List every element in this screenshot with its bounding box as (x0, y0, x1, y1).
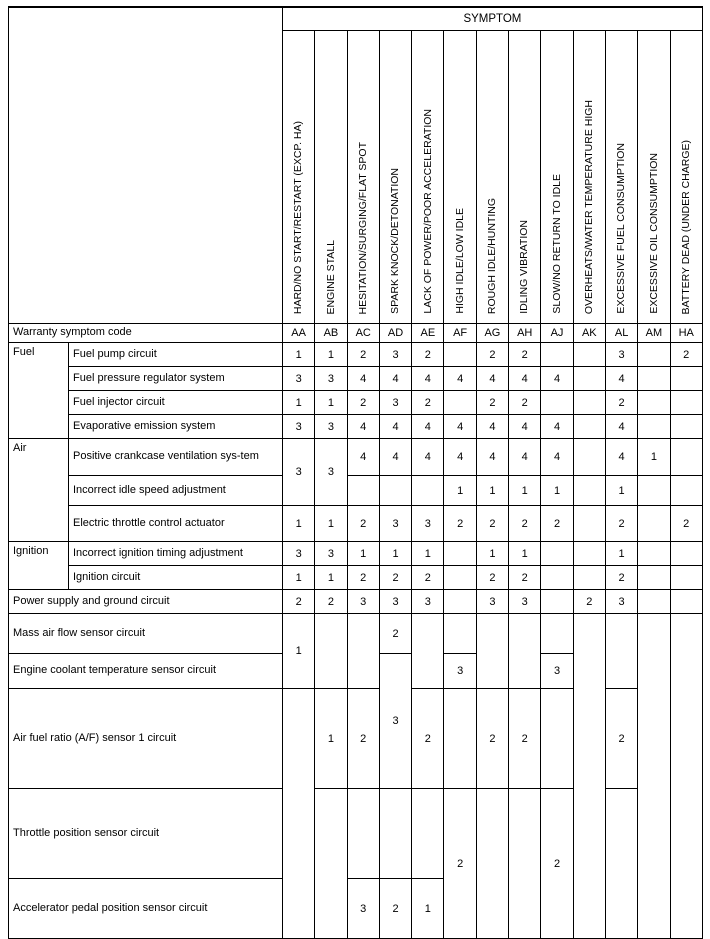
symptom-column-header-af (444, 31, 476, 324)
value-cell (573, 476, 605, 506)
group-label: Air (9, 439, 69, 542)
value-cell (444, 542, 476, 566)
value-cell: 2 (444, 789, 476, 939)
value-cell: 3 (509, 590, 541, 614)
symptom-column-header-aj (541, 31, 573, 324)
table-row-warranty-symptom-code (9, 324, 703, 343)
symptom-column-header-al (605, 31, 637, 324)
table-row-power-supply-and-ground-circuit (9, 590, 703, 614)
value-cell (638, 391, 670, 415)
value-cell: 1 (476, 542, 508, 566)
value-cell: 4 (412, 439, 444, 476)
row-label: Fuel injector circuit (69, 391, 283, 415)
value-cell (283, 689, 315, 939)
symptom-column-header-ac (347, 31, 379, 324)
value-cell: 1 (283, 343, 315, 367)
row-label: Evaporative emission system (69, 415, 283, 439)
value-cell: 1 (638, 439, 670, 476)
value-cell: 3 (379, 654, 411, 789)
value-cell: 2 (283, 590, 315, 614)
row-label: Mass air flow sensor circuit (9, 614, 283, 654)
value-cell: 4 (347, 415, 379, 439)
table-row-fuel-injector-circuit (9, 391, 703, 415)
value-cell: 1 (509, 476, 541, 506)
row-label: Positive crankcase ventilation sys-tem (69, 439, 283, 476)
value-cell: 4 (347, 367, 379, 391)
value-cell (670, 542, 702, 566)
value-cell: 2 (476, 343, 508, 367)
table-row-ignition-circuit (9, 566, 703, 590)
value-cell: 1 (315, 689, 347, 789)
row-label: Fuel pump circuit (69, 343, 283, 367)
value-cell (347, 614, 379, 689)
value-cell: 3 (347, 590, 379, 614)
symptom-column-label: HARD/NO START/RESTART (EXCP. HA) (292, 120, 305, 314)
value-cell: 4 (379, 415, 411, 439)
warranty-code-cell-ag: AG (476, 324, 508, 343)
value-cell (573, 343, 605, 367)
value-cell: 4 (444, 439, 476, 476)
row-label: Ignition circuit (69, 566, 283, 590)
value-cell: 2 (605, 566, 637, 590)
table-row-evaporative-emission-system (9, 415, 703, 439)
value-cell: 4 (509, 367, 541, 391)
value-cell: 2 (509, 391, 541, 415)
value-cell: 2 (605, 689, 637, 789)
value-cell: 3 (605, 590, 637, 614)
value-cell (315, 789, 347, 939)
value-cell: 3 (444, 654, 476, 689)
value-cell (573, 566, 605, 590)
value-cell: 3 (315, 415, 347, 439)
warranty-code-cell-aj: AJ (541, 324, 573, 343)
value-cell: 2 (347, 689, 379, 789)
row-label: Electric throttle control actuator (69, 506, 283, 542)
value-cell (347, 476, 379, 506)
value-cell: 3 (283, 415, 315, 439)
value-cell (444, 343, 476, 367)
value-cell (573, 542, 605, 566)
value-cell (638, 566, 670, 590)
value-cell (670, 415, 702, 439)
symptom-column-header-am (638, 31, 670, 324)
row-label: Fuel pressure regulator system (69, 367, 283, 391)
value-cell: 4 (541, 415, 573, 439)
value-cell: 1 (315, 566, 347, 590)
value-cell (412, 789, 444, 879)
symptom-column-header-ah (509, 31, 541, 324)
symptom-column-label: LACK OF POWER/POOR ACCELERATION (421, 109, 434, 314)
value-cell: 4 (379, 439, 411, 476)
value-cell: 3 (283, 542, 315, 566)
symptom-column-label: EXCESSIVE FUEL CONSUMPTION (615, 143, 628, 314)
row-label: Throttle position sensor circuit (9, 789, 283, 879)
value-cell: 2 (605, 506, 637, 542)
value-cell: 2 (476, 391, 508, 415)
value-cell (638, 590, 670, 614)
value-cell: 4 (476, 415, 508, 439)
value-cell: 1 (283, 566, 315, 590)
value-cell: 1 (605, 542, 637, 566)
value-cell (541, 566, 573, 590)
warranty-code-cell-aa: AA (283, 324, 315, 343)
table-row-positive-crankcase-ventilation-system (9, 439, 703, 476)
value-cell: 3 (379, 590, 411, 614)
value-cell (573, 506, 605, 542)
value-cell: 1 (509, 542, 541, 566)
value-cell (541, 614, 573, 654)
value-cell: 4 (509, 415, 541, 439)
row-label: Engine coolant temperature sensor circuit (9, 654, 283, 689)
value-cell (444, 566, 476, 590)
table-row-fuel-pump-circuit (9, 343, 703, 367)
table-row-electric-throttle-control-actuator (9, 506, 703, 542)
symptom-header-title: SYMPTOM (283, 7, 703, 31)
value-cell: 3 (412, 506, 444, 542)
value-cell (509, 614, 541, 689)
symptom-column-label: SLOW/NO RETURN TO IDLE (550, 174, 563, 314)
symptom-column-label: HESITATION/SURGING/FLAT SPOT (356, 141, 369, 314)
value-cell (638, 343, 670, 367)
value-cell (315, 614, 347, 689)
value-cell: 1 (379, 542, 411, 566)
value-cell: 2 (509, 506, 541, 542)
value-cell (670, 439, 702, 476)
value-cell: 2 (347, 506, 379, 542)
symptom-column-label: ROUGH IDLE/HUNTING (486, 197, 499, 314)
value-cell (541, 391, 573, 415)
value-cell: 1 (412, 879, 444, 939)
symptom-column-header-ag (476, 31, 508, 324)
value-cell: 2 (670, 343, 702, 367)
symptom-column-label: EXCESSIVE OIL CONSUMPTION (647, 153, 660, 314)
value-cell (476, 614, 508, 689)
value-cell (638, 542, 670, 566)
value-cell: 2 (573, 590, 605, 614)
group-label: Fuel (9, 343, 69, 439)
value-cell: 2 (509, 566, 541, 590)
value-cell: 1 (476, 476, 508, 506)
value-cell (605, 789, 637, 939)
value-cell (379, 789, 411, 879)
value-cell: 4 (605, 415, 637, 439)
value-cell: 2 (444, 506, 476, 542)
symptom-column-label: HIGH IDLE/LOW IDLE (453, 208, 466, 314)
value-cell (573, 415, 605, 439)
value-cell: 3 (283, 439, 315, 506)
value-cell: 3 (379, 391, 411, 415)
value-cell: 3 (315, 367, 347, 391)
value-cell (444, 689, 476, 789)
value-cell: 3 (315, 439, 347, 506)
warranty-code-cell-al: AL (605, 324, 637, 343)
warranty-code-cell-ah: AH (509, 324, 541, 343)
value-cell (670, 391, 702, 415)
value-cell (379, 476, 411, 506)
value-cell: 1 (347, 542, 379, 566)
symptom-column-header-ab (315, 31, 347, 324)
value-cell (541, 343, 573, 367)
symptom-title-row (9, 7, 703, 31)
value-cell: 2 (476, 566, 508, 590)
value-cell: 1 (315, 506, 347, 542)
row-label: Accelerator pedal position sensor circuit (9, 879, 283, 939)
value-cell: 1 (315, 343, 347, 367)
value-cell (412, 476, 444, 506)
symptom-column-header-aa (283, 31, 315, 324)
value-cell: 2 (509, 689, 541, 789)
value-cell: 3 (605, 343, 637, 367)
value-cell: 1 (315, 391, 347, 415)
symptom-column-header-ak (573, 31, 605, 324)
row-label: Incorrect ignition timing adjustment (69, 542, 283, 566)
table-row-fuel-pressure-regulator-system (9, 367, 703, 391)
value-cell (638, 367, 670, 391)
value-cell: 1 (283, 391, 315, 415)
value-cell: 1 (541, 476, 573, 506)
value-cell: 2 (412, 343, 444, 367)
warranty-code-cell-af: AF (444, 324, 476, 343)
value-cell: 4 (476, 439, 508, 476)
value-cell: 3 (476, 590, 508, 614)
symptom-matrix-table (8, 6, 703, 939)
value-cell (605, 614, 637, 689)
value-cell: 2 (379, 614, 411, 654)
value-cell: 3 (379, 343, 411, 367)
value-cell (638, 476, 670, 506)
warranty-code-cell-am: AM (638, 324, 670, 343)
value-cell: 2 (347, 343, 379, 367)
warranty-code-cell-ae: AE (412, 324, 444, 343)
value-cell: 1 (283, 614, 315, 689)
symptom-column-label: OVERHEATS/WATER TEMPERATURE HIGH (583, 99, 596, 314)
value-cell (444, 614, 476, 654)
value-cell (573, 367, 605, 391)
symptom-column-label: ENGINE STALL (324, 239, 337, 314)
table-row-incorrect-ignition-timing-adjustment (9, 542, 703, 566)
value-cell: 1 (283, 506, 315, 542)
value-cell: 2 (347, 566, 379, 590)
value-cell (670, 614, 702, 939)
value-cell: 3 (283, 367, 315, 391)
value-cell: 2 (379, 566, 411, 590)
value-cell: 2 (315, 590, 347, 614)
value-cell (638, 415, 670, 439)
row-label: Warranty symptom code (9, 324, 283, 343)
row-label: Air fuel ratio (A/F) sensor 1 circuit (9, 689, 283, 789)
value-cell (444, 590, 476, 614)
value-cell (476, 789, 508, 939)
value-cell: 4 (444, 367, 476, 391)
table-row-incorrect-idle-speed-adjustment (9, 476, 703, 506)
value-cell: 2 (541, 789, 573, 939)
value-cell (541, 689, 573, 789)
value-cell: 1 (444, 476, 476, 506)
warranty-code-cell-ac: AC (347, 324, 379, 343)
value-cell: 4 (541, 367, 573, 391)
table-row-mass-air-flow-sensor-circuit (9, 614, 703, 654)
value-cell: 4 (605, 439, 637, 476)
value-cell: 2 (670, 506, 702, 542)
value-cell: 2 (509, 343, 541, 367)
value-cell (638, 506, 670, 542)
value-cell (670, 590, 702, 614)
value-cell (670, 566, 702, 590)
value-cell: 2 (412, 566, 444, 590)
value-cell (573, 391, 605, 415)
value-cell: 2 (476, 689, 508, 789)
value-cell: 4 (509, 439, 541, 476)
value-cell: 4 (476, 367, 508, 391)
symptom-column-label: SPARK KNOCK/DETONATION (389, 168, 402, 314)
value-cell (347, 789, 379, 879)
value-cell: 3 (347, 879, 379, 939)
value-cell: 4 (347, 439, 379, 476)
value-cell (541, 590, 573, 614)
value-cell: 4 (412, 367, 444, 391)
value-cell: 2 (412, 391, 444, 415)
value-cell (509, 789, 541, 939)
value-cell: 2 (476, 506, 508, 542)
value-cell: 4 (541, 439, 573, 476)
value-cell: 2 (347, 391, 379, 415)
value-cell (670, 367, 702, 391)
symptom-table-head (9, 7, 703, 324)
group-label: Ignition (9, 542, 69, 590)
value-cell: 1 (412, 542, 444, 566)
value-cell: 3 (315, 542, 347, 566)
value-cell: 4 (444, 415, 476, 439)
value-cell: 2 (541, 506, 573, 542)
symptom-column-header-ad (379, 31, 411, 324)
warranty-code-cell-ab: AB (315, 324, 347, 343)
corner-cell (9, 7, 283, 324)
value-cell: 3 (541, 654, 573, 689)
value-cell: 4 (412, 415, 444, 439)
value-cell (573, 614, 605, 939)
warranty-code-cell-ad: AD (379, 324, 411, 343)
value-cell: 2 (379, 879, 411, 939)
warranty-code-cell-ha: HA (670, 324, 702, 343)
value-cell (638, 614, 670, 939)
symptom-column-label: BATTERY DEAD (UNDER CHARGE) (679, 139, 692, 314)
value-cell: 4 (379, 367, 411, 391)
value-cell (444, 391, 476, 415)
value-cell: 4 (605, 367, 637, 391)
warranty-code-cell-ak: AK (573, 324, 605, 343)
value-cell (412, 614, 444, 689)
symptom-column-label: IDLING VIBRATION (518, 220, 531, 314)
value-cell: 3 (412, 590, 444, 614)
symptom-column-header-ha (670, 31, 702, 324)
row-label: Incorrect idle speed adjustment (69, 476, 283, 506)
row-label: Power supply and ground circuit (9, 590, 283, 614)
value-cell (670, 476, 702, 506)
value-cell: 1 (605, 476, 637, 506)
value-cell (541, 542, 573, 566)
symptom-column-header-ae (412, 31, 444, 324)
value-cell: 2 (605, 391, 637, 415)
value-cell: 2 (412, 689, 444, 789)
symptom-table-body (9, 324, 703, 939)
value-cell (573, 439, 605, 476)
value-cell: 3 (379, 506, 411, 542)
